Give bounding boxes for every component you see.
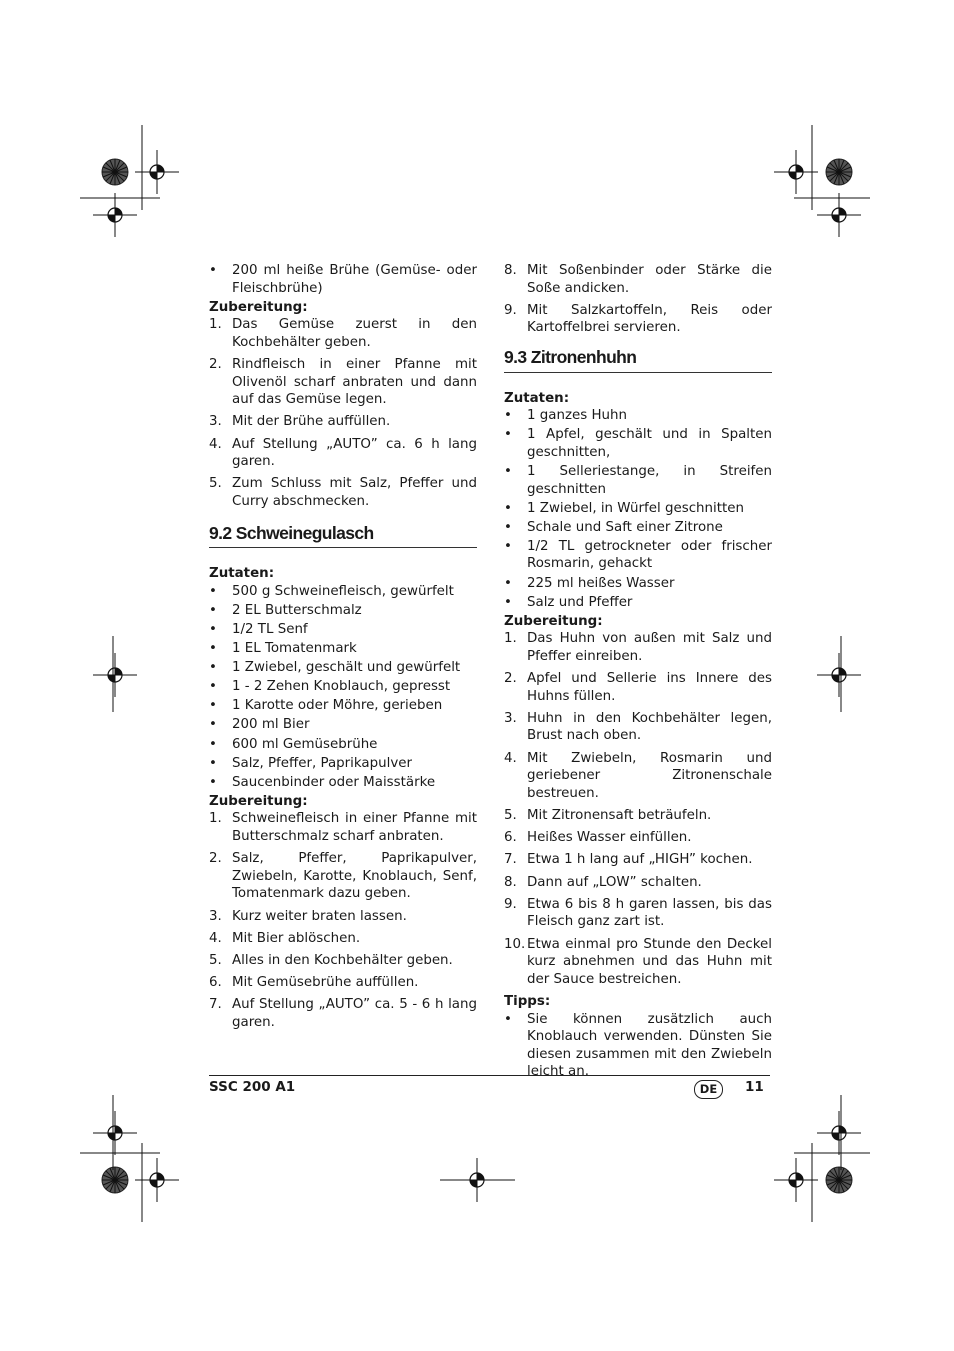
list-item: 8. Mit Soßenbinder oder Stärke die Soße andicken. — [504, 263, 772, 296]
list-item: • 1 Zwiebel, geschält und gewürfelt — [209, 660, 461, 676]
list-item: • 1 Apfel, geschält und in Spalten geschnitten, — [504, 427, 772, 460]
preparation-list — [504, 630, 772, 988]
list-item: 7. Etwa 1 h lang auf „HIGH” kochen. — [504, 852, 753, 868]
page-number: 11 — [745, 1079, 764, 1095]
tips-list — [504, 1011, 772, 1081]
list-item: 6. Heißes Wasser einfüllen. — [504, 830, 692, 846]
list-item: • 200 ml Bier — [209, 717, 310, 733]
subheading-tipps: Tipps: — [504, 993, 551, 1009]
list-item: 1. Schweinefleisch in einer Pfanne mit Butterschmalz scharf anbraten. — [209, 811, 477, 844]
list-item: • 1/2 TL Senf — [209, 621, 308, 637]
list-item: 1. Das Gemüse zuerst in den Kochbehälter geben. — [209, 317, 477, 350]
list-item: • Salz und Pfeffer — [504, 594, 633, 610]
ingredients-list — [209, 583, 477, 792]
starburst-mark — [102, 159, 128, 185]
starburst-mark — [102, 1167, 128, 1193]
list-item: • Saucenbinder oder Maisstärke — [209, 774, 436, 790]
list-item: • 200 ml heiße Brühe (Gemüse- oder Fleischbrühe) — [209, 263, 477, 296]
list-item: • Salz, Pfeffer, Paprikapulver — [209, 755, 412, 771]
subheading-zubereitung: Zubereitung: — [504, 613, 603, 629]
list-item: • 1 EL Tomatenmark — [209, 641, 357, 657]
language-badge: DE — [694, 1080, 723, 1099]
starburst-mark — [826, 1167, 852, 1193]
starburst-mark — [826, 159, 852, 185]
list-item: 3. Kurz weiter braten lassen. — [209, 908, 407, 924]
list-item: 7. Auf Stellung „AUTO” ca. 5 - 6 h lang garen. — [209, 997, 477, 1030]
left-column — [209, 262, 477, 1036]
list-item: • 1 Selleriestange, in Streifen geschnitten — [504, 463, 772, 497]
list-item: 4. Mit Bier ablöschen. — [209, 930, 361, 946]
subheading-zutaten: Zutaten: — [209, 566, 275, 582]
footer-divider — [209, 1075, 770, 1076]
list-item: 5. Alles in den Kochbehälter geben. — [209, 952, 453, 968]
list-item: 8. Dann auf „LOW” schalten. — [504, 874, 702, 890]
preparation-list-continued — [504, 262, 772, 337]
list-item: 6. Mit Gemüsebrühe auffüllen. — [209, 975, 419, 991]
list-item: • 500 g Schweinefleisch, gewürfelt — [209, 583, 454, 599]
list-item: • 2 EL Butterschmalz — [209, 602, 362, 618]
list-item: • 600 ml Gemüsebrühe — [209, 736, 378, 752]
list-item: • Schale und Saft einer Zitrone — [504, 519, 723, 535]
section-heading-zitronenhuhn: 9.3 Zitronenhuhn — [504, 349, 772, 373]
list-item: 5. Mit Zitronensaft beträufeln. — [504, 808, 712, 823]
list-item: • 1 - 2 Zehen Knoblauch, gepresst — [209, 679, 451, 695]
list-item: 2. Salz, Pfeffer, Paprikapulver, Zwiebeln, Karotte, Knoblauch, Senf, Tomatenmark dazu geben. — [209, 851, 477, 902]
preparation-list — [209, 316, 477, 510]
list-item: 2. Apfel und Sellerie ins Innere des Huhns füllen. — [504, 671, 772, 704]
section-heading-schweinegulasch: 9.2 Schweinegulasch — [209, 525, 477, 549]
preparation-list — [209, 810, 477, 1031]
model-number: SSC 200 A1 — [209, 1079, 296, 1095]
list-item: 2. Rindfleisch in einer Pfanne mit Olivenöl scharf anbraten und dann auf das Gemüse legen. — [209, 357, 477, 408]
list-item: 9. Etwa 6 bis 8 h garen lassen, bis das Fleisch ganz zart ist. — [504, 896, 772, 930]
list-item: 3. Mit der Brühe auffüllen. — [209, 414, 391, 430]
list-item: • 1/2 TL getrockneter oder frischer Rosmarin, gehackt — [504, 538, 772, 572]
right-column — [504, 262, 772, 1082]
list-item: 5. Zum Schluss mit Salz, Pfeffer und Curry abschmecken. — [209, 476, 477, 509]
subheading-zubereitung: Zubereitung: — [209, 299, 308, 315]
subheading-zubereitung: Zubereitung: — [209, 793, 308, 809]
subheading-zutaten: Zutaten: — [504, 390, 570, 406]
list-item: • 1 Zwiebel, in Würfel geschnitten — [504, 500, 744, 516]
ingredients-list — [504, 407, 772, 611]
list-item: • 1 Karotte oder Möhre, gerieben — [209, 698, 443, 714]
list-item: 9. Mit Salzkartoffeln, Reis oder Kartoffelbrei servieren. — [504, 302, 772, 336]
list-item: • Sie können zusätzlich auch Knoblauch verwenden. Dünsten Sie diesen zusammen mit den Zwiebeln leicht an. — [504, 1011, 772, 1080]
list-item: 4. Auf Stellung „AUTO” ca. 6 h lang garen. — [209, 436, 477, 470]
list-item: • 225 ml heißes Wasser — [504, 575, 675, 591]
list-item: 4. Mit Zwiebeln, Rosmarin und geriebener Zitronenschale bestreuen. — [504, 750, 772, 801]
list-item: 10. Etwa einmal pro Stunde den Deckel kurz abnehmen und das Huhn mit der Sauce bestreichen. — [504, 936, 772, 987]
list-item: 3. Huhn in den Kochbehälter legen, Brust nach oben. — [504, 710, 772, 744]
list-item: 1. Das Huhn von außen mit Salz und Pfeffer einreiben. — [504, 631, 772, 664]
list-item: • 1 ganzes Huhn — [504, 408, 627, 424]
